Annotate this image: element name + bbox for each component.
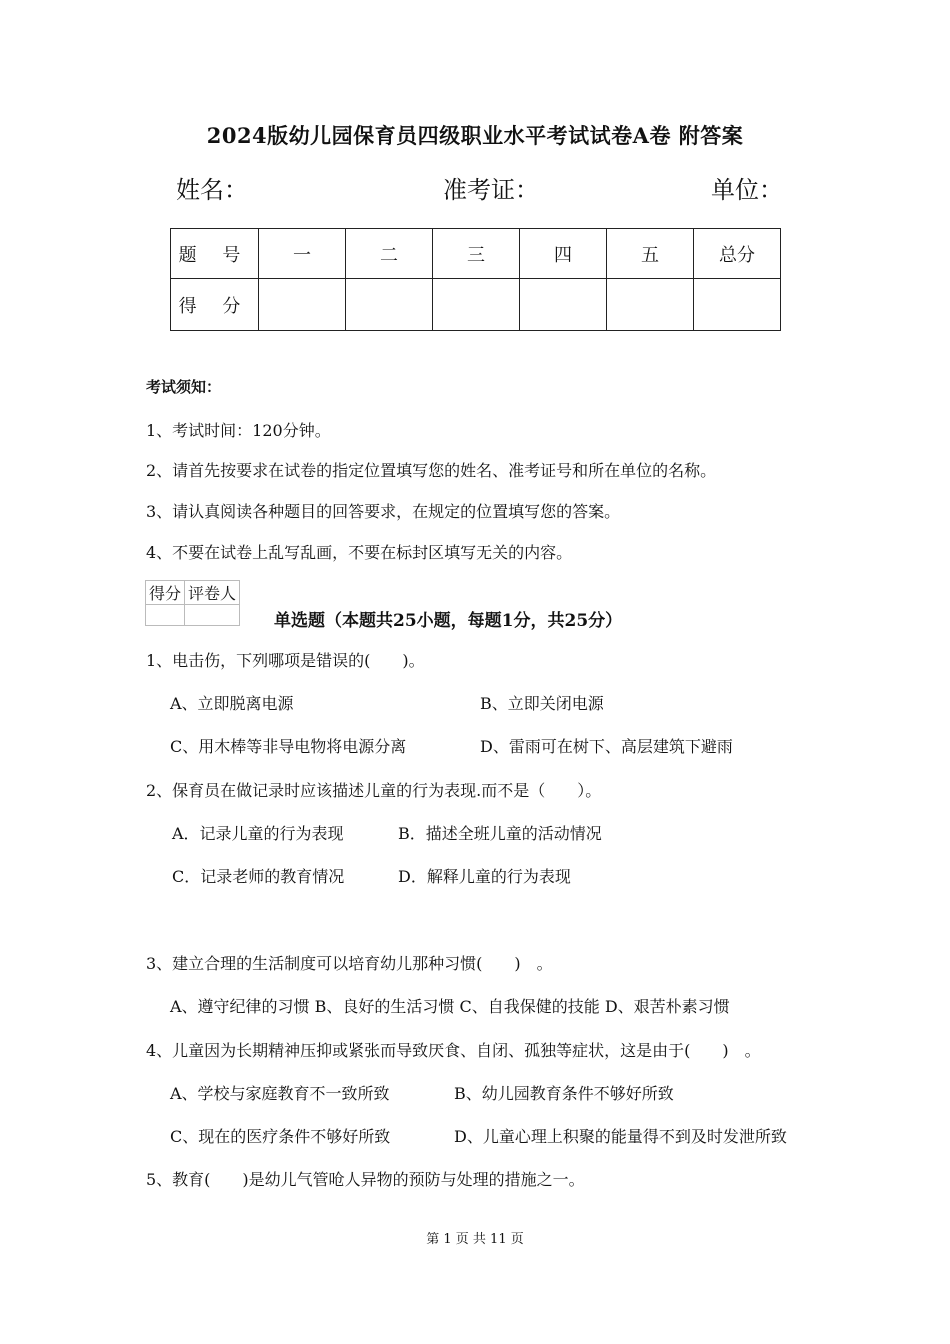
question-stem: 1、电击伤，下列哪项是错误的( )。	[146, 651, 425, 670]
notice-item: 4、不要在试卷上乱写乱画，不要在标封区填写无关的内容。	[146, 543, 573, 562]
score-entry-cell[interactable]	[346, 279, 433, 331]
question-option: A、学校与家庭教育不一致所致	[170, 1084, 390, 1103]
question-option: D、儿童心理上积聚的能量得不到及时发泄所致	[454, 1127, 787, 1146]
question-option: B、立即关闭电源	[480, 694, 604, 713]
score-entry-cell[interactable]	[520, 279, 607, 331]
notice-item: 1、考试时间：120分钟。	[146, 421, 331, 440]
question-stem: 2、保育员在做记录时应该描述儿童的行为表现.而不是（ ）。	[146, 781, 602, 800]
question-option: C．记录老师的教育情况	[172, 867, 345, 886]
question-option: A．记录儿童的行为表现	[172, 824, 344, 843]
question-option: C、用木棒等非导电物将电源分离	[170, 737, 407, 756]
name-label: 姓名：	[176, 176, 248, 204]
score-table	[170, 228, 781, 331]
exam-id-label: 准考证：	[443, 176, 539, 204]
question-option: D．解释儿童的行为表现	[398, 867, 571, 886]
score-entry-cell[interactable]	[607, 279, 694, 331]
score-entry-cell[interactable]	[694, 279, 781, 331]
score-entry-cell[interactable]	[433, 279, 520, 331]
question-option: D、雷雨可在树下、高层建筑下避雨	[480, 737, 733, 756]
grader-name-label: 评卷人	[185, 581, 240, 605]
question-option: A、立即脱离电源	[170, 694, 294, 713]
grader-name-cell[interactable]	[185, 605, 240, 626]
score-table-cell: 二	[346, 229, 433, 279]
score-table-cell: 三	[433, 229, 520, 279]
score-table-cell: 一	[259, 229, 346, 279]
score-table-header-row	[171, 229, 781, 279]
document-title: 2024版幼儿园保育员四级职业水平考试试卷A卷 附答案	[206, 123, 744, 148]
grader-box	[145, 580, 240, 626]
question-option: B、幼儿园教育条件不够好所致	[454, 1084, 674, 1103]
grader-score-cell[interactable]	[146, 605, 185, 626]
question-stem: 3、建立合理的生活制度可以培育幼儿那种习惯( ) 。	[146, 954, 553, 973]
score-table-cell: 五	[607, 229, 694, 279]
page-footer: 第 1 页 共 11 页	[426, 1232, 524, 1247]
score-table-cell: 四	[520, 229, 607, 279]
question-options: A、遵守纪律的习惯 B、良好的生活习惯 C、自我保健的技能 D、艰苦朴素习惯	[170, 997, 730, 1016]
score-table-cell: 题 号	[171, 229, 259, 279]
score-table-cell: 总分	[694, 229, 781, 279]
notice-item: 2、请首先按要求在试卷的指定位置填写您的姓名、准考证号和所在单位的名称。	[146, 461, 717, 480]
grader-score-label: 得分	[146, 581, 185, 605]
score-table-cell: 得 分	[171, 279, 259, 331]
question-option: B．描述全班儿童的活动情况	[398, 824, 602, 843]
score-entry-cell[interactable]	[259, 279, 346, 331]
notice-heading: 考试须知：	[146, 378, 222, 396]
score-table-score-row	[171, 279, 781, 331]
notice-item: 3、请认真阅读各种题目的回答要求，在规定的位置填写您的答案。	[146, 502, 621, 521]
question-option: C、现在的医疗条件不够好所致	[170, 1127, 391, 1146]
question-stem: 5、教育( )是幼儿气管呛人异物的预防与处理的措施之一。	[146, 1170, 585, 1189]
section-heading: 单选题（本题共25小题，每题1分，共25分）	[274, 611, 623, 631]
unit-label: 单位：	[711, 176, 783, 204]
question-stem: 4、儿童因为长期精神压抑或紧张而导致厌食、自闭、孤独等症状，这是由于( ) 。	[146, 1041, 761, 1060]
